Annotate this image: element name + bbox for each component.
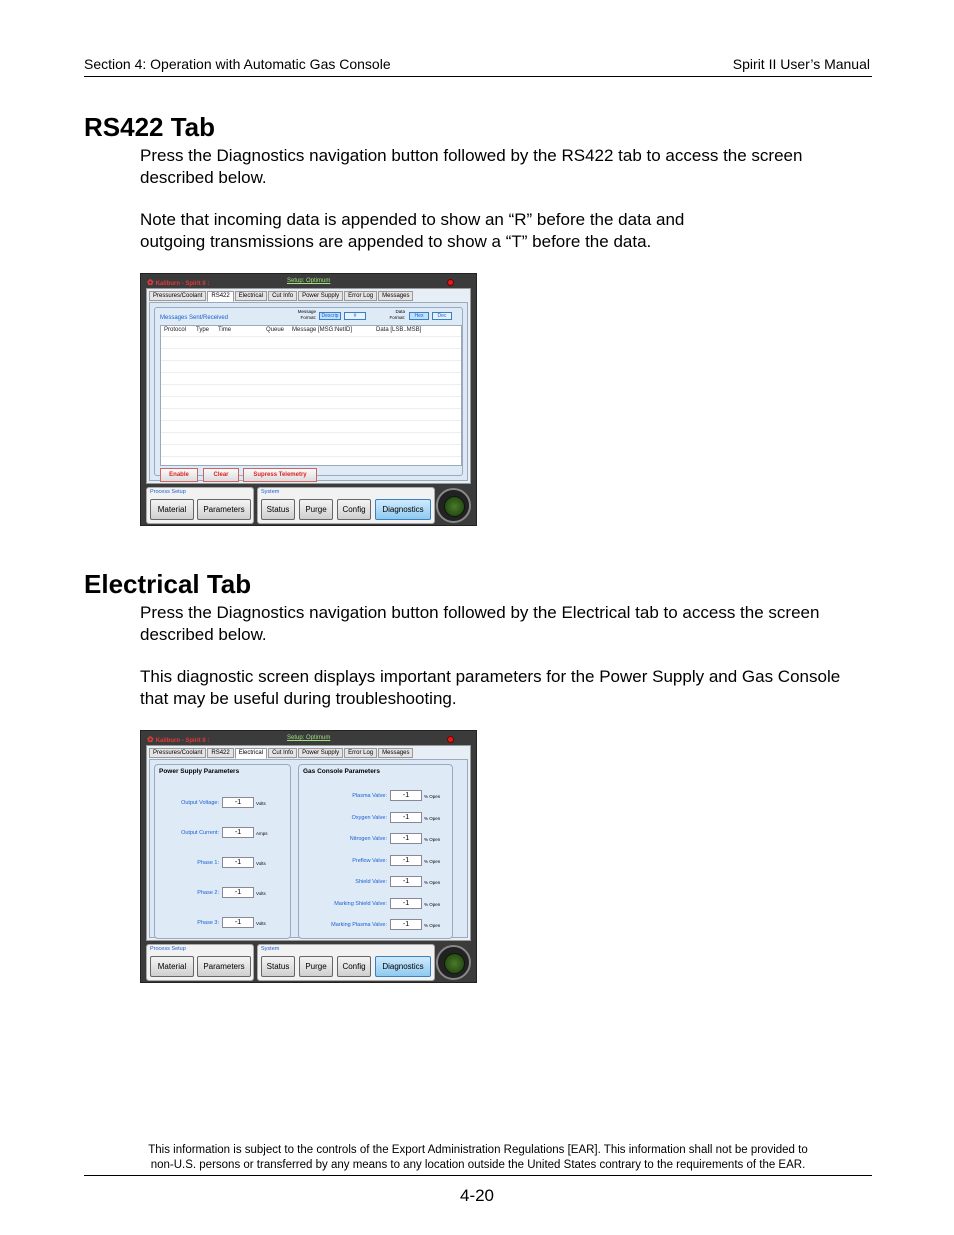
output-voltage-label: Output Voltage: — [181, 800, 219, 806]
column-message: Message [MSG:NetID] — [292, 327, 353, 333]
nitrogen-valve-unit: % Open — [424, 837, 441, 842]
config-button[interactable]: Config — [337, 499, 371, 520]
system-group — [257, 487, 435, 524]
message-format-label: Message Format: — [297, 309, 316, 320]
diagnostics-button[interactable]: Diagnostics — [375, 956, 431, 977]
config-button[interactable]: Config — [337, 956, 371, 977]
rs422-heading: RS422 Tab — [84, 112, 216, 142]
plasma-valve-value: -1 — [390, 790, 422, 801]
tab-power-supply[interactable]: Power Supply — [298, 291, 343, 301]
suppress-telemetry-button[interactable]: Supress Telemetry — [243, 468, 317, 482]
preflow-valve-label: Preflow Valve: — [352, 858, 387, 864]
diagnostics-panel — [146, 288, 471, 484]
diagnostics-tabs — [149, 291, 414, 302]
power-button-icon[interactable] — [436, 945, 471, 980]
message-format-descrip-button[interactable]: Descrip — [319, 312, 341, 320]
phase-2-value: -1 — [222, 887, 254, 898]
process-setup-label: Process Setup — [150, 489, 186, 495]
tab-pressures-coolant[interactable]: Pressures/Coolant — [149, 748, 206, 758]
column-queue: Queue — [266, 327, 285, 333]
oxygen-valve-unit: % Open — [424, 816, 441, 821]
export-notice-line-2: non-U.S. persons or transferred by any means to any location outside the United States contrary to the requirements of the EAR. — [150, 1159, 806, 1171]
shield-valve-label: Shield Valve: — [355, 879, 387, 885]
output-current-value: -1 — [222, 827, 254, 838]
app-title — [147, 735, 209, 744]
header-section-title: Section 4: Operation with Automatic Gas Console — [84, 56, 391, 72]
table-row — [161, 456, 461, 457]
shield-valve-unit: % Open — [424, 880, 441, 885]
data-format-hex-button[interactable]: Hex — [409, 312, 429, 320]
table-row — [161, 408, 461, 409]
tab-electrical[interactable]: Electrical — [235, 291, 267, 301]
marking-plasma-valve-unit: % Open — [424, 923, 441, 928]
table-row — [161, 384, 461, 385]
phase-3-value: -1 — [222, 917, 254, 928]
output-current-unit: Amps — [256, 831, 268, 836]
output-current-label: Output Current: — [181, 830, 219, 836]
data-format-dec-button[interactable]: Dec — [432, 312, 452, 320]
material-button[interactable]: Material — [150, 956, 194, 977]
system-label: System — [261, 946, 280, 952]
phase-3-label: Phase 3: — [197, 920, 219, 926]
enable-button[interactable]: Enable — [160, 468, 198, 482]
phase-1-unit: Volts — [256, 861, 266, 866]
material-button[interactable]: Material — [150, 499, 194, 520]
nitrogen-valve-value: -1 — [390, 833, 422, 844]
tab-cut-info[interactable]: Cut Info — [268, 291, 297, 301]
output-voltage-unit: Volts — [256, 801, 266, 806]
table-row — [161, 444, 461, 445]
rs422-paragraph-2-line-1: Note that incoming data is appended to show an “R” before the data and — [140, 210, 685, 229]
tab-rs422[interactable]: RS422 — [207, 291, 233, 302]
electrical-tab-body — [149, 759, 468, 938]
setup-link[interactable]: Setup: Optimum — [287, 278, 331, 284]
status-button[interactable]: Status — [261, 956, 295, 977]
parameters-button[interactable]: Parameters — [197, 499, 251, 520]
electrical-screenshot — [140, 730, 477, 983]
electrical-paragraph-1: Press the Diagnostics navigation button followed by the Electrical tab to access the screen described below. — [140, 603, 820, 644]
rs422-paragraph-2 — [140, 209, 880, 253]
tab-power-supply[interactable]: Power Supply — [298, 748, 343, 758]
rs422-screenshot — [140, 273, 477, 526]
marking-shield-valve-label: Marking Shield Valve: — [334, 901, 387, 907]
export-control-notice — [84, 1143, 872, 1173]
tab-electrical[interactable]: Electrical — [235, 748, 267, 759]
marking-shield-valve-unit: % Open — [424, 902, 441, 907]
message-format-number-button[interactable]: # — [344, 312, 366, 320]
tab-messages[interactable]: Messages — [378, 291, 413, 301]
rs422-tab-body — [149, 302, 468, 481]
marking-plasma-valve-label: Marking Plasma Valve: — [331, 922, 387, 928]
header-rule — [84, 76, 872, 77]
shield-valve-value: -1 — [390, 876, 422, 887]
tab-messages[interactable]: Messages — [378, 748, 413, 758]
parameters-button[interactable]: Parameters — [197, 956, 251, 977]
diagnostics-button[interactable]: Diagnostics — [375, 499, 431, 520]
page-number: 4-20 — [459, 1186, 495, 1205]
header-manual-title: Spirit II User’s Manual — [732, 56, 870, 72]
tab-error-log[interactable]: Error Log — [344, 291, 377, 301]
purge-button[interactable]: Purge — [299, 499, 333, 520]
status-led-icon — [447, 279, 454, 286]
plasma-valve-unit: % Open — [424, 794, 441, 799]
phase-2-label: Phase 2: — [197, 890, 219, 896]
tab-cut-info[interactable]: Cut Info — [268, 748, 297, 758]
diagnostics-tabs — [149, 748, 414, 759]
marking-plasma-valve-value: -1 — [390, 919, 422, 930]
plasma-valve-label: Plasma Valve: — [352, 793, 387, 799]
phase-3-unit: Volts — [256, 921, 266, 926]
preflow-valve-value: -1 — [390, 855, 422, 866]
status-button[interactable]: Status — [261, 499, 295, 520]
navigation-bar — [146, 944, 472, 981]
messages-frame — [154, 307, 463, 476]
table-row — [161, 372, 461, 373]
app-title-text: Kaliburn - Spirit II : — [155, 281, 210, 287]
table-row — [161, 420, 461, 421]
system-group — [257, 944, 435, 981]
clear-button[interactable]: Clear — [203, 468, 239, 482]
data-format-label: Data Format: — [389, 309, 405, 320]
app-title-text: Kaliburn - Spirit II : — [155, 738, 210, 744]
gas-console-parameters-frame — [298, 764, 453, 939]
tab-error-log[interactable]: Error Log — [344, 748, 377, 758]
table-row — [161, 432, 461, 433]
footer-rule — [84, 1175, 872, 1176]
navigation-bar — [146, 487, 472, 524]
electrical-heading: Electrical Tab — [84, 569, 252, 599]
phase-2-unit: Volts — [256, 891, 266, 896]
messages-table[interactable] — [160, 325, 462, 466]
preflow-valve-unit: % Open — [424, 859, 441, 864]
column-type: Type — [196, 327, 210, 333]
phase-1-label: Phase 1: — [197, 860, 219, 866]
output-voltage-value: -1 — [222, 797, 254, 808]
phase-1-value: -1 — [222, 857, 254, 868]
column-data: Data [LSB..MSB] — [376, 327, 422, 333]
app-title — [147, 278, 209, 287]
rs422-paragraph-1: Press the Diagnostics navigation button followed by the RS422 tab to access the screen described below. — [140, 146, 803, 187]
process-setup-group — [146, 487, 254, 524]
rs422-paragraph-2-line-2: outgoing transmissions are appended to show a “T” before the data. — [140, 232, 652, 251]
tab-rs422[interactable]: RS422 — [207, 748, 233, 758]
power-supply-parameters-title: Power Supply Parameters — [159, 768, 240, 775]
export-notice-line-1: This information is subject to the controls of the Export Administration Regulations [EAR]. This information shall not be provided to — [148, 1144, 808, 1156]
kaliburn-logo-icon: ✿ — [147, 278, 154, 287]
status-led-icon — [447, 736, 454, 743]
nitrogen-valve-label: Nitrogen Valve: — [349, 836, 387, 842]
diagnostics-panel — [146, 745, 471, 941]
process-setup-label: Process Setup — [150, 946, 186, 952]
power-supply-parameters-frame — [154, 764, 291, 939]
table-row — [161, 348, 461, 349]
marking-shield-valve-value: -1 — [390, 898, 422, 909]
gas-console-parameters-title: Gas Console Parameters — [303, 768, 380, 775]
table-row — [161, 360, 461, 361]
system-label: System — [261, 489, 280, 495]
kaliburn-logo-icon: ✿ — [147, 735, 154, 744]
column-time: Time — [218, 327, 232, 333]
purge-button[interactable]: Purge — [299, 956, 333, 977]
tab-pressures-coolant[interactable]: Pressures/Coolant — [149, 291, 206, 301]
process-setup-group — [146, 944, 254, 981]
column-protocol: Protocol — [164, 327, 187, 333]
messages-title: Messages Sent/Received — [160, 315, 229, 321]
setup-link[interactable]: Setup: Optimum — [287, 735, 331, 741]
electrical-paragraph-2: This diagnostic screen displays important parameters for the Power Supply and Gas Console that may be useful during troubleshooting. — [140, 667, 841, 708]
table-row — [161, 336, 461, 337]
oxygen-valve-label: Oxygen Valve: — [351, 815, 387, 821]
table-row — [161, 396, 461, 397]
oxygen-valve-value: -1 — [390, 812, 422, 823]
power-button-icon[interactable] — [436, 488, 471, 523]
